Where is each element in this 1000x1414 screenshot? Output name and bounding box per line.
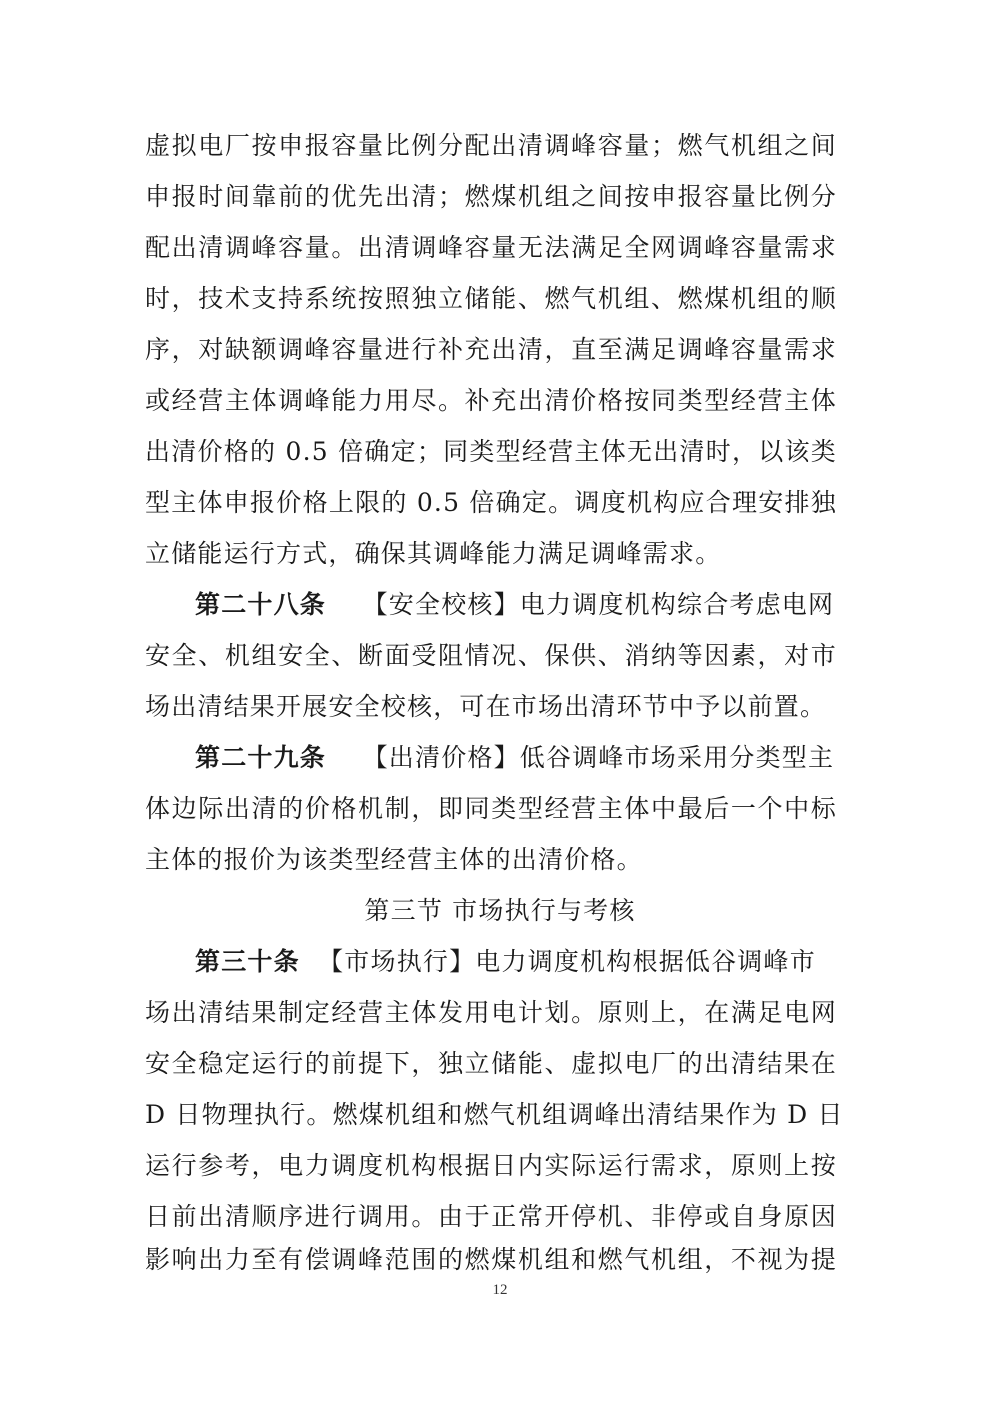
article-29-heading: 第二十九条 bbox=[195, 743, 327, 772]
article-29-first-line bbox=[195, 743, 837, 773]
body-line: 主体的报价为该类型经营主体的出清价格。 bbox=[145, 845, 643, 874]
body-line: 安全、机组安全、断面受阻情况、保供、消纳等因素，对市 bbox=[145, 641, 837, 670]
body-line: 立储能运行方式，确保其调峰能力满足调峰需求。 bbox=[145, 539, 722, 568]
article-30-text: 【市场执行】电力调度机构根据低谷调峰市 bbox=[318, 947, 816, 976]
article-28-heading: 第二十八条 bbox=[195, 590, 327, 619]
body-line: 配出清调峰容量。出清调峰容量无法满足全网调峰容量需求 bbox=[145, 233, 837, 262]
article-28-first-line bbox=[195, 590, 837, 620]
article-28-text: 【安全校核】电力调度机构综合考虑电网 bbox=[362, 590, 835, 619]
body-line: 或经营主体调峰能力用尽。补充出清价格按同类型经营主体 bbox=[145, 386, 837, 415]
body-line: 日前出清顺序进行调用。由于正常开停机、非停或自身原因 bbox=[145, 1202, 837, 1231]
body-line: 运行参考，电力调度机构根据日内实际运行需求，原则上按 bbox=[145, 1151, 837, 1180]
article-29-text: 【出清价格】低谷调峰市场采用分类型主 bbox=[362, 743, 835, 772]
body-line: D 日物理执行。燃煤机组和燃气机组调峰出清结果作为 D 日 bbox=[145, 1100, 844, 1129]
body-line: 型主体申报价格上限的 0.5 倍确定。调度机构应合理安排独 bbox=[145, 488, 837, 517]
body-line: 体边际出清的价格机制，即同类型经营主体中最后一个中标 bbox=[145, 794, 837, 823]
body-line: 影响出力至有偿调峰范围的燃煤机组和燃气机组，不视为提 bbox=[145, 1245, 837, 1274]
body-line: 安全稳定运行的前提下，独立储能、虚拟电厂的出清结果在 bbox=[145, 1049, 837, 1078]
body-line: 场出清结果开展安全校核，可在市场出清环节中予以前置。 bbox=[145, 692, 827, 721]
article-30-heading: 第三十条 bbox=[195, 947, 300, 976]
article-30-first-line bbox=[195, 947, 837, 977]
body-line: 场出清结果制定经营主体发用电计划。原则上，在满足电网 bbox=[145, 998, 837, 1027]
body-line: 出清价格的 0.5 倍确定；同类型经营主体无出清时，以该类 bbox=[145, 437, 837, 466]
page-number: 12 bbox=[492, 1282, 508, 1298]
section-heading: 第三节 市场执行与考核 bbox=[364, 896, 636, 925]
body-line: 时，技术支持系统按照独立储能、燃气机组、燃煤机组的顺 bbox=[145, 284, 837, 313]
body-line: 虚拟电厂按申报容量比例分配出清调峰容量；燃气机组之间 bbox=[145, 131, 837, 160]
body-line: 申报时间靠前的优先出清；燃煤机组之间按申报容量比例分 bbox=[145, 182, 837, 211]
body-line: 序，对缺额调峰容量进行补充出清，直至满足调峰容量需求 bbox=[145, 335, 837, 364]
